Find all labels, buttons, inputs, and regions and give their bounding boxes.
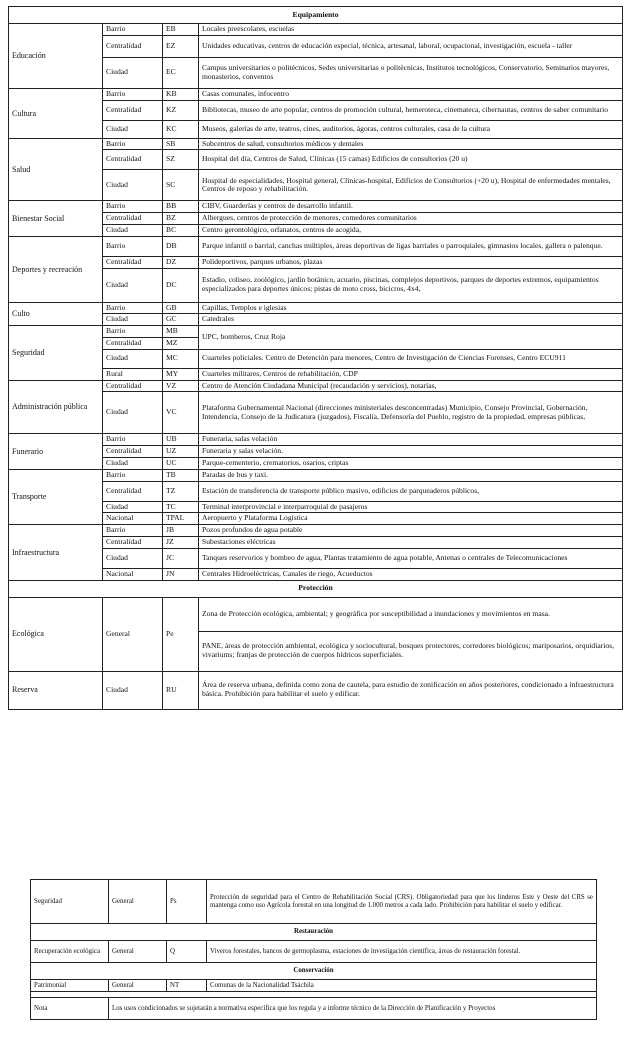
description-cell: Centro de Atención Ciudadana Municipal (recaudación y servicios), notarías, [199, 380, 623, 392]
description-cell: Polideportivos, parques urbanos, plazas [199, 256, 623, 268]
code-cell: JN [163, 568, 199, 580]
code-cell: KB [163, 88, 199, 100]
scope-cell: Barrio [103, 326, 163, 338]
description-cell: Locales preescolares, escuelas [199, 24, 623, 36]
scope-cell: Centralidad [103, 213, 163, 225]
category-cell: Salud [9, 138, 103, 201]
scope-cell: Ciudad [103, 392, 163, 434]
scope-cell: Ciudad [103, 314, 163, 326]
description-cell: PANE, áreas de protección ambiental, ecológica y sociocultural, bosques protectores, corredores biológicos; mariposarios, orquidiarios, vivariums; franjas de protección de cuerpos hídricos superficiales. [199, 631, 623, 671]
category-cell: Funerario [9, 434, 103, 469]
code-cell: JC [163, 548, 199, 568]
code-cell: Q [167, 941, 207, 963]
code-cell: BB [163, 201, 199, 213]
category-cell: Seguridad [9, 326, 103, 380]
description-cell: Hospital del día, Centros de Salud, Clínicas (15 camas) Edificios de consultorios (20 u) [199, 150, 623, 170]
description-cell: Unidades educativas, centros de educación especial, técnica, artesanal, laboral, ocupacional, investigación, escuela - taller [199, 35, 623, 57]
table-row [9, 469, 623, 481]
code-cell: SZ [163, 150, 199, 170]
scope-cell: Barrio [103, 88, 163, 100]
scope-cell: Ciudad [103, 57, 163, 88]
category-cell: Infraestructura [9, 525, 103, 580]
code-cell: VZ [163, 380, 199, 392]
description-cell: Capillas, Templos e iglesias [199, 302, 623, 314]
code-cell: DB [163, 236, 199, 256]
table-row [9, 434, 623, 446]
table-row [9, 380, 623, 392]
description-cell: Albergues, centros de protección de menores, comedores comunitarios [199, 213, 623, 225]
description-cell: Casas comunales, infocentro [199, 88, 623, 100]
restauracion-header-row [31, 924, 597, 941]
description-cell: Viveros forestales, bancos de germoplasma, estaciones de investigación científica, áreas de restauración forestal. [207, 941, 597, 963]
table-row [9, 671, 623, 709]
code-cell: EC [163, 57, 199, 88]
scope-cell: Centralidad [103, 35, 163, 57]
code-cell: RU [163, 671, 199, 709]
code-cell: TPAL [163, 513, 199, 525]
scope-cell: Barrio [103, 525, 163, 537]
description-cell: Plataforma Gubernamental Nacional (direcciones ministeriales desconcentradas) Municipio, Consejo Provincial, Gobernación, Intendencia, Consejo de la Judicatura (juzgados), Fiscalía, Defensoría del Pueblo, registro de la propiedad, empresas públicas, [199, 392, 623, 434]
description-cell: Estadio, coliseo, zoológico, jardín botánico, acuario, piscinas, complejos deportivos, parques de deportes extremos, equipamientos especializados para deportes únicos; pistas de moto cross, bicicros, 4x4, [199, 268, 623, 302]
code-cell: VC [163, 392, 199, 434]
equipamiento-header-row [9, 7, 623, 24]
description-cell: UPC, bomberos, Cruz Roja [199, 326, 623, 350]
description-cell: Terminal interprovincial e interparroquial de pasajeros [199, 501, 623, 513]
proteccion-continuation-table [30, 879, 597, 1020]
table-row [9, 201, 623, 213]
table-row [9, 138, 623, 150]
scope-cell: Centralidad [103, 100, 163, 120]
table-row [31, 880, 597, 924]
table-row [9, 88, 623, 100]
description-cell: Pozos profundos de agua potable [199, 525, 623, 537]
scope-cell: Ciudad [103, 268, 163, 302]
table-row [9, 525, 623, 537]
scope-cell: Barrio [103, 201, 163, 213]
scope-cell: Ciudad [103, 548, 163, 568]
scope-cell: Ciudad [103, 170, 163, 201]
code-cell: UZ [163, 446, 199, 458]
note-label: Nota [31, 998, 109, 1020]
code-cell: DZ [163, 256, 199, 268]
code-cell: Pe [163, 597, 199, 671]
description-cell: Subcentros de salud, consultorios médicos y dentales [199, 138, 623, 150]
code-cell: TC [163, 501, 199, 513]
category-cell: Ecológica [9, 597, 103, 671]
scope-cell: Nacional [103, 568, 163, 580]
scope-cell: Barrio [103, 236, 163, 256]
code-cell: NT [167, 980, 207, 992]
scope-cell: General [109, 980, 167, 992]
scope-cell: Ciudad [103, 224, 163, 236]
code-cell: MB [163, 326, 199, 338]
description-cell: Subestaciones eléctricas [199, 536, 623, 548]
code-cell: UC [163, 457, 199, 469]
code-cell: KZ [163, 100, 199, 120]
scope-cell: Barrio [103, 24, 163, 36]
scope-cell: Centralidad [103, 150, 163, 170]
description-cell: Paradas de bus y taxi. [199, 469, 623, 481]
scope-cell: General [109, 941, 167, 963]
scope-cell: Centralidad [103, 337, 163, 349]
code-cell: JZ [163, 536, 199, 548]
code-cell: BZ [163, 213, 199, 225]
conservacion-header-row [31, 963, 597, 980]
description-cell: Aeropuerto y Plataforma Logística [199, 513, 623, 525]
conservacion-title: Conservación [31, 963, 597, 980]
scope-cell: Barrio [103, 469, 163, 481]
table-row [9, 597, 623, 631]
table-row [31, 998, 597, 1020]
code-cell: SB [163, 138, 199, 150]
code-cell: Ps [167, 880, 207, 924]
code-cell: MZ [163, 337, 199, 349]
description-cell: Cuarteles militares, Centros de rehabilitación, CDP [199, 368, 623, 380]
scope-cell: General [109, 880, 167, 924]
code-cell: TB [163, 469, 199, 481]
code-cell: EZ [163, 35, 199, 57]
description-cell: Funeraria, salas velación [199, 434, 623, 446]
scope-cell: Centralidad [103, 481, 163, 501]
description-cell: Parque infantil o barrial, canchas múltiples, áreas deportivas de ligas barriales o parroquiales, gimnasios locales, gallera o palenque. [199, 236, 623, 256]
table-row [9, 24, 623, 36]
code-cell: DC [163, 268, 199, 302]
table-row [9, 326, 623, 338]
category-cell: Patrimonial [31, 980, 109, 992]
description-cell: Centrales Hidroeléctricas, Canales de riego, Acueductos [199, 568, 623, 580]
code-cell: SC [163, 170, 199, 201]
scope-cell: Centralidad [103, 536, 163, 548]
scope-cell: Centralidad [103, 446, 163, 458]
code-cell: TZ [163, 481, 199, 501]
category-cell: Recuperación ecológica [31, 941, 109, 963]
scope-cell: Ciudad [103, 349, 163, 368]
description-cell: Funeraria y salas velación. [199, 446, 623, 458]
note-text: Los usos condicionados se sujetarán a normativa específica que los regula y a informe técnico de la Dirección de Planificación y Proyectos [109, 998, 597, 1020]
category-cell: Cultura [9, 88, 103, 138]
restauracion-title: Restauración [31, 924, 597, 941]
code-cell: BC [163, 224, 199, 236]
code-cell: EB [163, 24, 199, 36]
code-cell: MY [163, 368, 199, 380]
scope-cell: Nacional [103, 513, 163, 525]
code-cell: MC [163, 349, 199, 368]
category-cell: Reserva [9, 671, 103, 709]
scope-cell: General [103, 597, 163, 671]
table-row [31, 941, 597, 963]
description-cell: Protección de seguridad para el Centro de Rehabilitación Social (CRS). Obligatoriedad para que los linderos Este y Oeste del CRS se mantenga como uso Agrícola forestal en una longitud de 1.000 metros a cada lado. Prohibición para habilitar el suelo y edificar. [207, 880, 597, 924]
category-cell: Culto [9, 302, 103, 326]
page-gap [0, 863, 632, 877]
code-cell: UB [163, 434, 199, 446]
description-cell: Hospital de especialidades, Hospital general, Clínicas-hospital, Edificios de Consultorios (+20 u), Hospital de enfermedades mentales, Centros de reposo y rehabilitación. [199, 170, 623, 201]
proteccion-header-row [9, 580, 623, 597]
scope-cell: Ciudad [103, 501, 163, 513]
category-cell: Transporte [9, 469, 103, 524]
category-cell: Administración pública [9, 380, 103, 434]
category-cell: Deportes y recreación [9, 236, 103, 302]
description-cell: CIBV, Guarderías y centros de desarrollo infantil. [199, 201, 623, 213]
code-cell: KC [163, 120, 199, 138]
scope-cell: Barrio [103, 138, 163, 150]
description-cell: Centro gerontológico, orfanatos, centros de acogida, [199, 224, 623, 236]
description-cell: Bibliotecas, museo de arte popular, centros de promoción cultural, hemeroteca, cinemateca, cibernautas, centros de saber comunitario [199, 100, 623, 120]
description-cell: Estación de transferencia de transporte público masivo, edificios de parqueaderos públicos, [199, 481, 623, 501]
scope-cell: Ciudad [103, 457, 163, 469]
scope-cell: Barrio [103, 434, 163, 446]
scope-cell: Barrio [103, 302, 163, 314]
description-cell: Catedrales [199, 314, 623, 326]
table-row [9, 302, 623, 314]
scope-cell: Ciudad [103, 120, 163, 138]
description-cell: Parque-cementerio, crematorios, osarios, criptas [199, 457, 623, 469]
description-cell: Cuarteles policiales. Centro de Detención para menores, Centro de Investigación de Ciencias Forenses, Centro ECU911 [199, 349, 623, 368]
code-cell: GB [163, 302, 199, 314]
description-cell: Área de reserva urbana, definida como zona de cautela, para estudio de zonificación en años posteriores, condicionado a infraestructura básica. Prohibición para habilitar el suelo y edificar. [199, 671, 623, 709]
description-cell: Tanques reservorios y bombeo de agua, Plantas tratamiento de agua potable, Antenas o centrales de Telecomunicaciones [199, 548, 623, 568]
table-row [9, 236, 623, 256]
code-cell: GC [163, 314, 199, 326]
description-cell: Campus universitarios o politécnicos, Sedes universitarias o politécnicas, Institutos tecnológicos, Conservatorio, Seminarios mayores, monasterios, conventos [199, 57, 623, 88]
equipamiento-title: Equipamiento [9, 7, 623, 24]
equipamiento-table [8, 6, 623, 710]
category-cell: Bienestar Social [9, 201, 103, 236]
description-cell: Comunas de la Nacionalidad Tsáchila [207, 980, 597, 992]
scope-cell: Centralidad [103, 380, 163, 392]
code-cell: JB [163, 525, 199, 537]
scope-cell: Ciudad [103, 671, 163, 709]
scope-cell: Centralidad [103, 256, 163, 268]
description-cell: Zona de Protección ecológica, ambiental; y geográfica por susceptibilidad a inundaciones y movimientos en masa. [199, 597, 623, 631]
description-cell: Museos, galerías de arte, teatros, cines, auditorios, ágoras, centros culturales, casa de la cultura [199, 120, 623, 138]
table-row [31, 980, 597, 992]
scope-cell: Rural [103, 368, 163, 380]
category-cell: Educación [9, 24, 103, 89]
category-cell: Seguridad [31, 880, 109, 924]
proteccion-title: Protección [9, 580, 623, 597]
